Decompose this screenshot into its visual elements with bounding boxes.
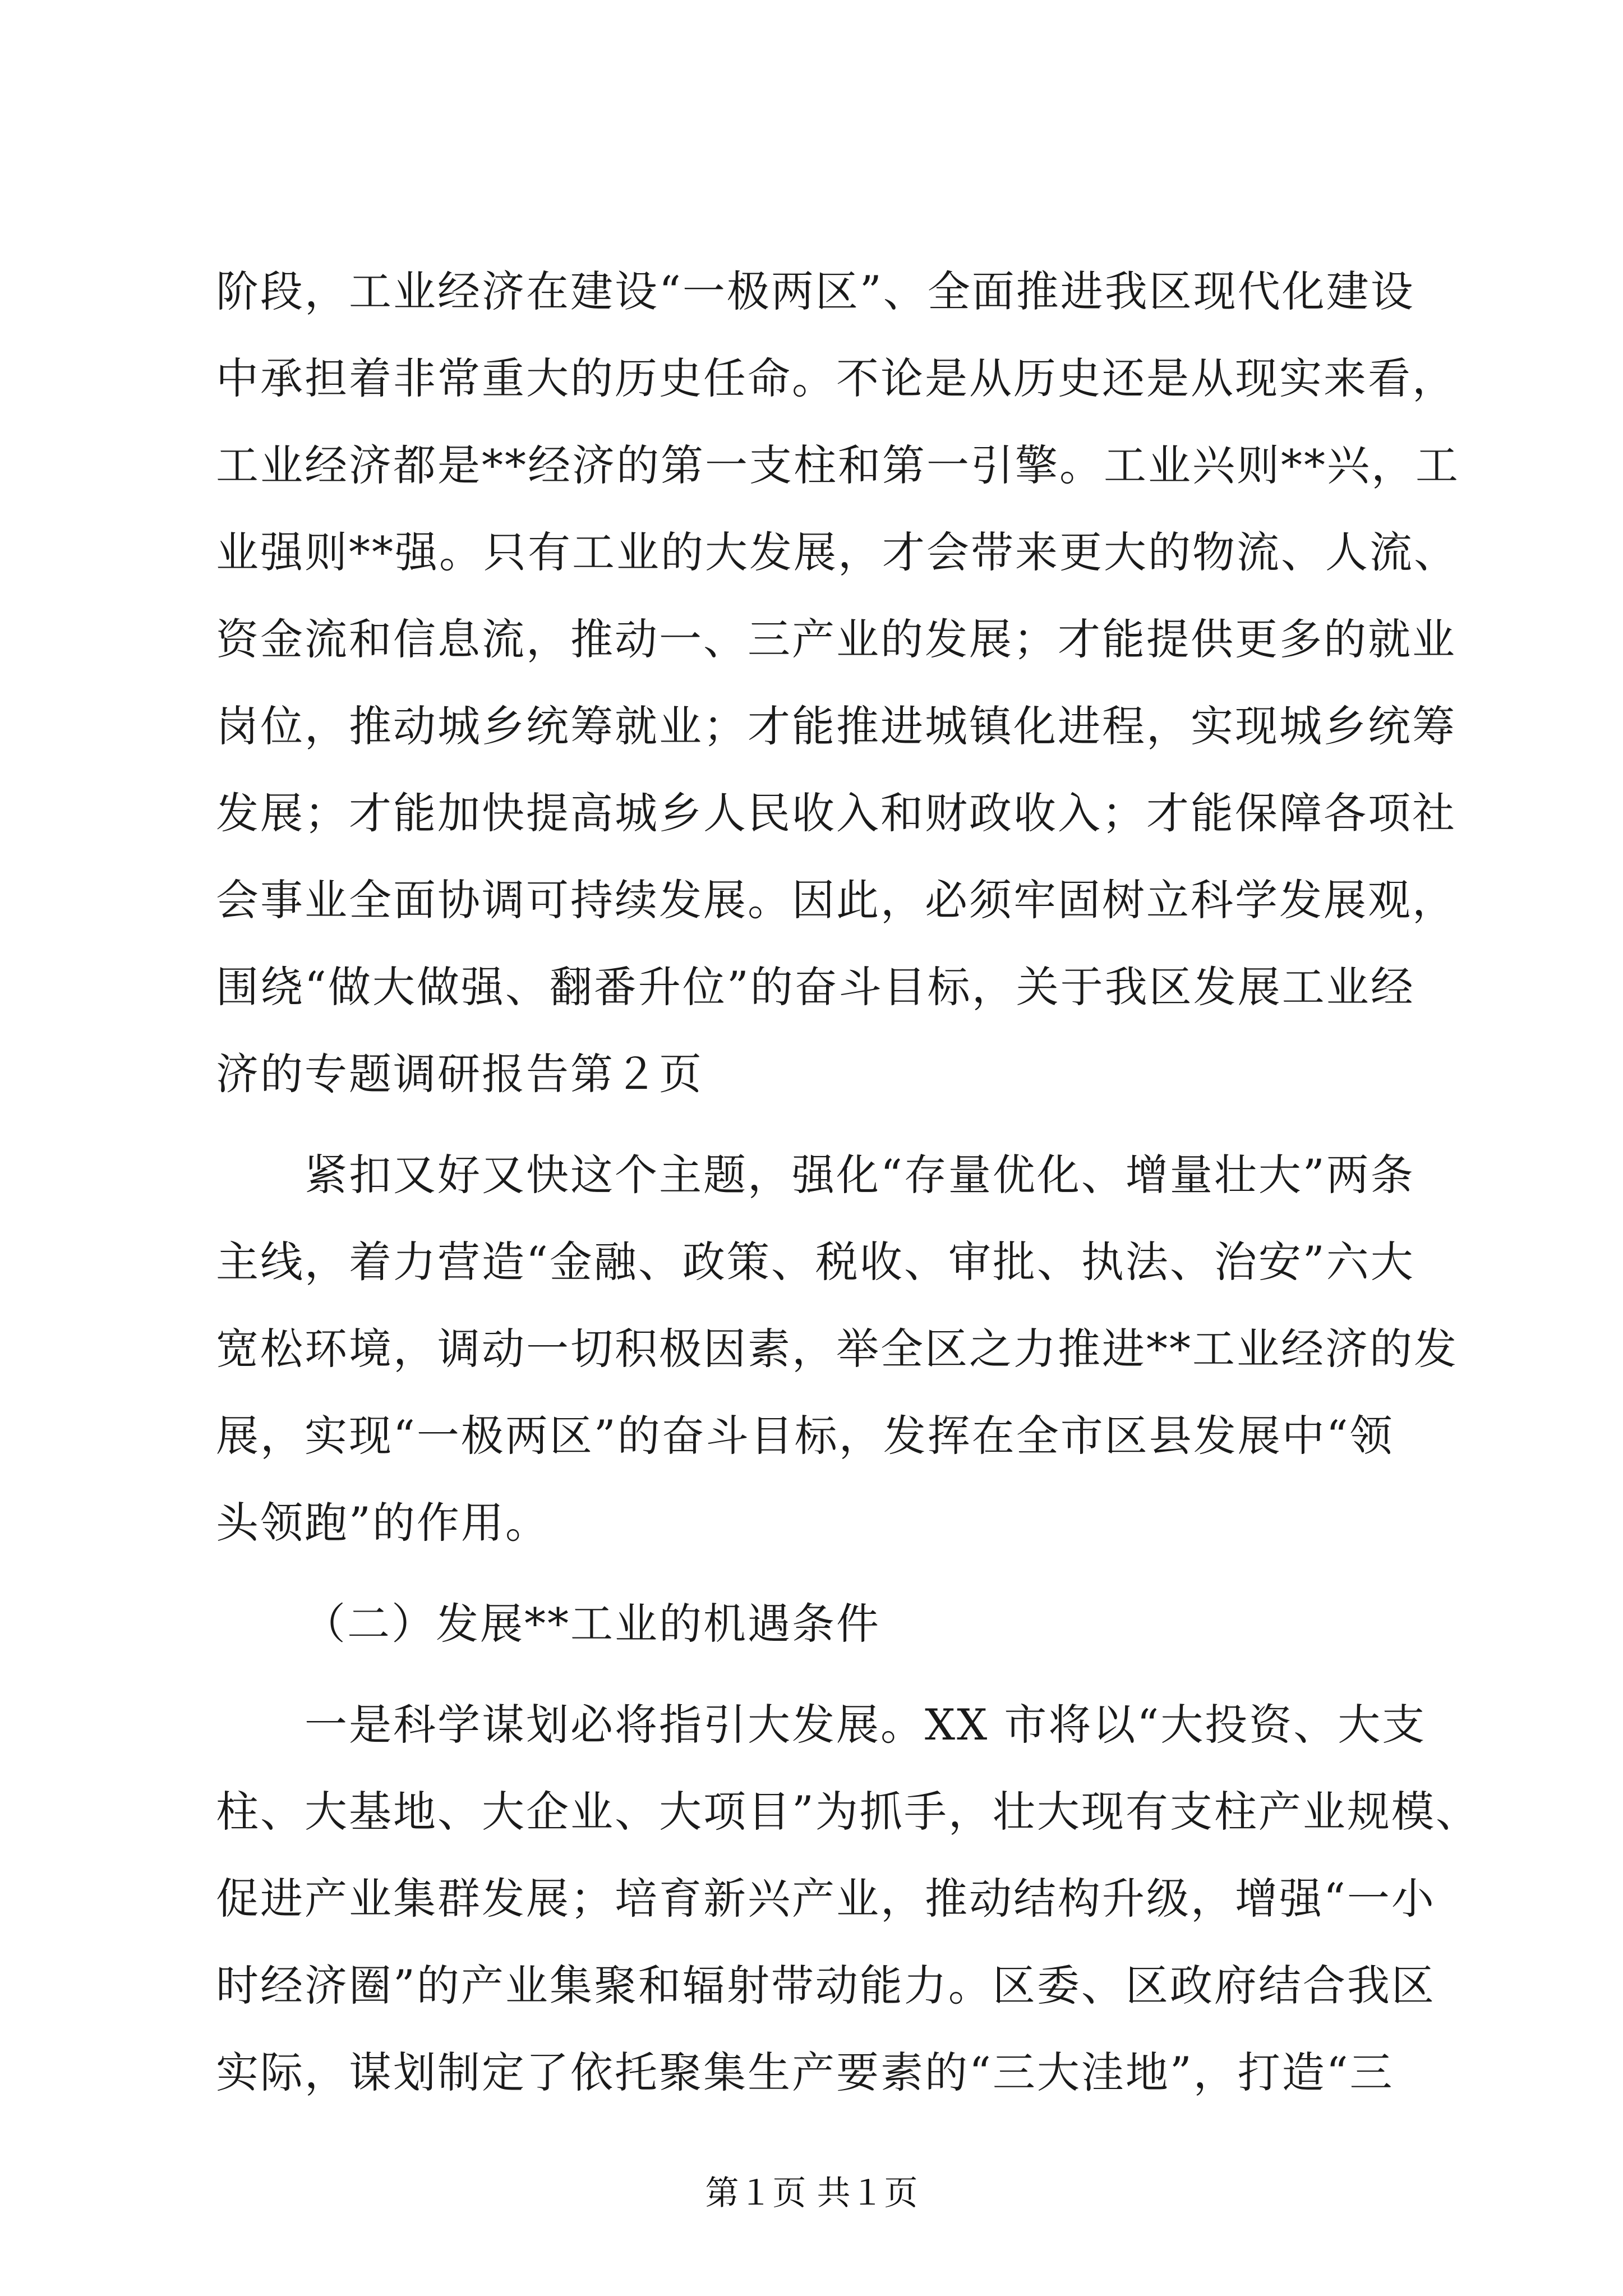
body-line: 主线，着力营造“金融、政策、税收、审批、执法、治安”六大 [216,1237,1415,1287]
body-line: 发展；才能加快提高城乡人民收入和财政收入；才能保障各项社 [216,788,1456,838]
body-line: 业强则**强。只有工业的大发展，才会带来更大的物流、人流、 [216,527,1458,577]
body-line: 紧扣又好又快这个主题，强化“存量优化、增量壮大”两条 [216,1150,1415,1200]
body-line: 一是科学谋划必将指引大发展。XX 市将以“大投资、大支 [216,1700,1427,1750]
body-line: 围绕“做大做强、翻番升位”的奋斗目标，关于我区发展工业经 [216,962,1415,1012]
body-line: 宽松环境，调动一切积极因素，举全区之力推进**工业经济的发 [216,1324,1458,1374]
body-line: 头领跑”的作用。 [216,1498,550,1548]
body-line: 展，实现“一极两区”的奋斗目标，发挥在全市区县发展中“领 [216,1411,1394,1461]
body-line: 资金流和信息流，推动一、三产业的发展；才能提供更多的就业 [216,614,1456,664]
body-line: 中承担着非常重大的历史任命。不论是从历史还是从现实来看， [216,353,1456,403]
body-line: 实际，谋划制定了依托聚集生产要素的“三大洼地”，打造“三 [216,2047,1394,2097]
body-line: 时经济圈”的产业集聚和辐射带动能力。区委、区政府结合我区 [216,1961,1436,2010]
section-heading: （二）发展**工业的机遇条件 [303,1599,880,1649]
body-line: 会事业全面协调可持续发展。因此，必须牢固树立科学发展观， [216,875,1456,925]
body-line: 促进产业集群发展；培育新兴产业，推动结构升级，增强“一小 [216,1874,1436,1924]
body-line: 济的专题调研报告第２页 [216,1049,703,1099]
body-line: 工业经济都是**经济的第一支柱和第一引擎。工业兴则**兴，工 [216,440,1460,490]
page-footer: 第１页 共１页 [705,2174,918,2213]
body-line: 岗位，推动城乡统筹就业；才能推进城镇化进程，实现城乡统筹 [216,701,1456,751]
body-line: 柱、大基地、大企业、大项目”为抓手，壮大现有支柱产业规模、 [216,1787,1480,1837]
body-line: 阶段，工业经济在建设“一极两区”、全面推进我区现代化建设 [216,266,1415,316]
